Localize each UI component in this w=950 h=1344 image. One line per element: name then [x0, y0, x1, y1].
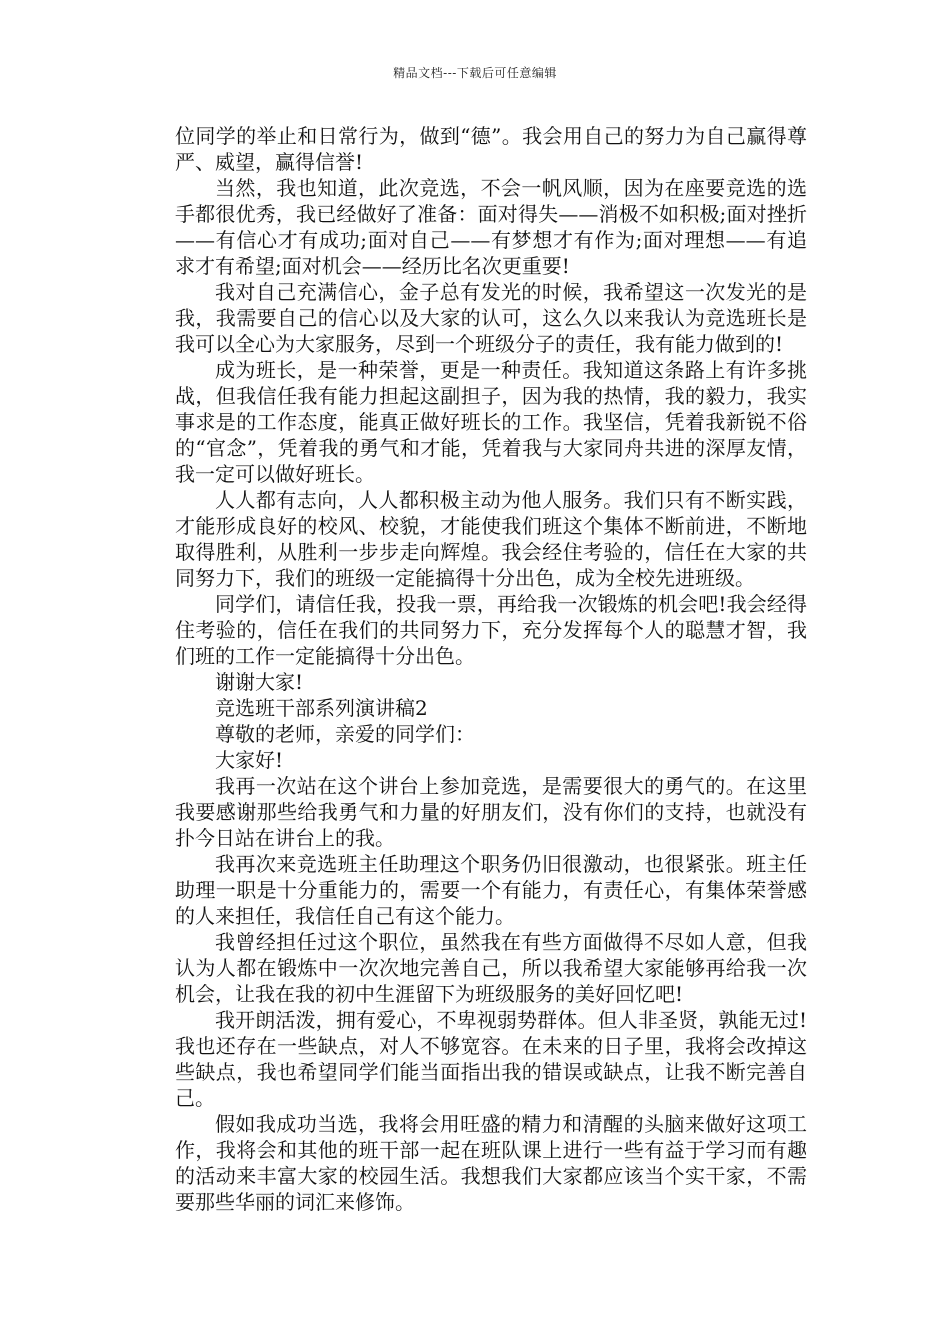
- section-title: 竞选班干部系列演讲稿2: [215, 696, 428, 720]
- paragraph: 成为班长，是一种荣誉，更是一种责任。我知道这条路上有许多挑战，但我信任我有能力担起这副担子，因为我的热情，我的毅力，我实事求是的工作态度，能真正做好班长的工作。我坚信，凭着我新锐不俗的“官念”，凭着我的勇气和才能，凭着我与大家同舟共进的深厚友情，我一定可以做好班长。: [175, 358, 807, 486]
- paragraph: 假如我成功当选，我将会用旺盛的精力和清醒的头脑来做好这项工作，我将会和其他的班干部一起在班队课上进行一些有益于学习而有趣的活动来丰富大家的校园生活。我想我们大家都应该当个实干家，不需要那些华丽的词汇来修饰。: [175, 1112, 807, 1214]
- paragraph: 我对自己充满信心，金子总有发光的时候，我希望这一次发光的是我，我需要自己的信心以及大家的认可，这么久以来我认为竞选班长是我可以全心为大家服务，尽到一个班级分子的责任，我有能力做到的!: [175, 280, 807, 356]
- paragraph: 位同学的举止和日常行为，做到“德”。我会用自己的努力为自己赢得尊严、威望，赢得信誉!: [175, 124, 807, 174]
- paragraph: 我再次来竞选班主任助理这个职务仍旧很激动，也很紧张。班主任助理一职是十分重能力的，需要一个有能力，有责任心，有集体荣誉感的人来担任，我信任自己有这个能力。: [175, 852, 807, 928]
- paragraph: 我曾经担任过这个职位，虽然我在有些方面做得不尽如人意，但我认为人都在锻炼中一次次地完善自己，所以我希望大家能够再给我一次机会，让我在我的初中生涯留下为班级服务的美好回忆吧!: [175, 930, 807, 1006]
- greeting: 大家好!: [215, 748, 284, 772]
- paragraph: 我开朗活泼，拥有爱心，不卑视弱势群体。但人非圣贤，孰能无过!我也还存在一些缺点，对人不够宽容。在未来的日子里，我将会改掉这些缺点，我也希望同学们能当面指出我的错误或缺点，让我不断完善自己。: [175, 1008, 807, 1110]
- paragraph: 同学们，请信任我，投我一票，再给我一次锻炼的机会吧!我会经得住考验的，信任在我们的共同努力下，充分发挥每个人的聪慧才智，我们班的工作一定能搞得十分出色。: [175, 592, 807, 668]
- paragraph: 我再一次站在这个讲台上参加竞选，是需要很大的勇气的。在这里我要感谢那些给我勇气和力量的好朋友们，没有你们的支持，也就没有扑今日站在讲台上的我。: [175, 774, 807, 850]
- closing-line: 谢谢大家!: [215, 670, 304, 694]
- salutation: 尊敬的老师，亲爱的同学们：: [215, 722, 475, 746]
- document-body: [175, 123, 807, 1215]
- page-header: 精品文档---下载后可任意编辑: [393, 66, 557, 80]
- paragraph: 当然，我也知道，此次竞选，不会一帆风顺，因为在座要竞选的选手都很优秀，我已经做好了准备：面对得失——消极不如积极;面对挫折——有信心才有成功;面对自己——有梦想才有作为;面对理想——有追求才有希望;面对机会——经历比名次更重要!: [175, 176, 807, 278]
- paragraph: 人人都有志向，人人都积极主动为他人服务。我们只有不断实践，才能形成良好的校风、校貌，才能使我们班这个集体不断前进，不断地取得胜利，从胜利一步步走向辉煌。我会经住考验的，信任在大家的共同努力下，我们的班级一定能搞得十分出色，成为全校先进班级。: [175, 488, 807, 590]
